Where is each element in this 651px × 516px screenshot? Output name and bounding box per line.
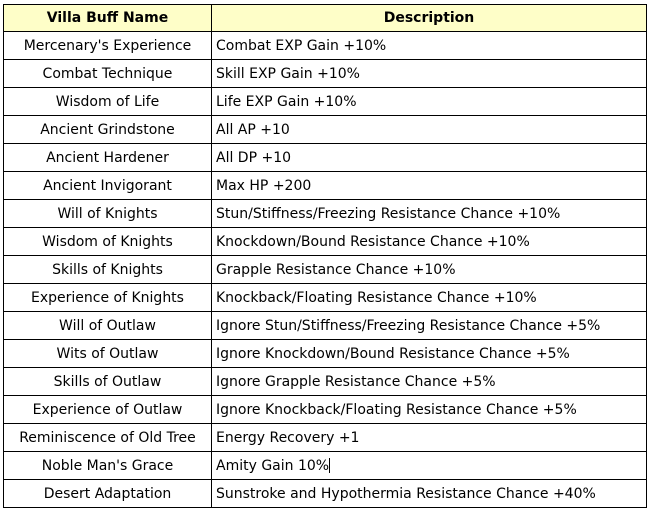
buff-description-cell[interactable]: Max HP +200 bbox=[212, 172, 647, 200]
buff-name-cell[interactable]: Wits of Outlaw bbox=[4, 340, 212, 368]
buff-description-cell[interactable]: Grapple Resistance Chance +10% bbox=[212, 256, 647, 284]
buff-description-cell[interactable]: Ignore Grapple Resistance Chance +5% bbox=[212, 368, 647, 396]
buff-description-cell[interactable]: Ignore Knockdown/Bound Resistance Chance +5% bbox=[212, 340, 647, 368]
table-row bbox=[4, 116, 647, 144]
buff-name-cell[interactable]: Experience of Outlaw bbox=[4, 396, 212, 424]
buff-description-cell[interactable]: Combat EXP Gain +10% bbox=[212, 32, 647, 60]
table-row bbox=[4, 284, 647, 312]
buff-name-cell[interactable]: Ancient Grindstone bbox=[4, 116, 212, 144]
buff-description-cell[interactable]: Knockdown/Bound Resistance Chance +10% bbox=[212, 228, 647, 256]
table-row bbox=[4, 200, 647, 228]
buff-description-cell[interactable]: Sunstroke and Hypothermia Resistance Chance +40% bbox=[212, 480, 647, 508]
buff-name-cell[interactable]: Mercenary's Experience bbox=[4, 32, 212, 60]
buff-description-cell[interactable]: Skill EXP Gain +10% bbox=[212, 60, 647, 88]
buff-description-cell[interactable]: Knockback/Floating Resistance Chance +10% bbox=[212, 284, 647, 312]
text-cursor bbox=[329, 458, 330, 473]
buff-name-cell[interactable]: Combat Technique bbox=[4, 60, 212, 88]
column-header-name: Villa Buff Name bbox=[4, 5, 212, 32]
buff-name-cell[interactable]: Reminiscence of Old Tree bbox=[4, 424, 212, 452]
table-row bbox=[4, 452, 647, 480]
table-row bbox=[4, 88, 647, 116]
table-row bbox=[4, 256, 647, 284]
buff-name-cell[interactable]: Experience of Knights bbox=[4, 284, 212, 312]
buff-description-cell[interactable]: Energy Recovery +1 bbox=[212, 424, 647, 452]
villa-buff-table bbox=[3, 4, 647, 508]
buff-name-cell[interactable]: Wisdom of Life bbox=[4, 88, 212, 116]
buff-description-cell[interactable]: Stun/Stiffness/Freezing Resistance Chance +10% bbox=[212, 200, 647, 228]
table-row bbox=[4, 396, 647, 424]
buff-name-cell[interactable]: Skills of Outlaw bbox=[4, 368, 212, 396]
column-header-description: Description bbox=[212, 5, 647, 32]
table-row bbox=[4, 340, 647, 368]
table-row bbox=[4, 172, 647, 200]
buff-description-cell[interactable]: Ignore Knockback/Floating Resistance Chance +5% bbox=[212, 396, 647, 424]
buff-description-cell[interactable]: Amity Gain 10% bbox=[212, 452, 647, 480]
header-row bbox=[4, 5, 647, 32]
buff-description-cell[interactable]: All AP +10 bbox=[212, 116, 647, 144]
buff-name-cell[interactable]: Noble Man's Grace bbox=[4, 452, 212, 480]
table-row bbox=[4, 228, 647, 256]
buff-description-cell[interactable]: All DP +10 bbox=[212, 144, 647, 172]
buff-name-cell[interactable]: Will of Knights bbox=[4, 200, 212, 228]
table-row bbox=[4, 144, 647, 172]
buff-description-cell[interactable]: Life EXP Gain +10% bbox=[212, 88, 647, 116]
table-row bbox=[4, 424, 647, 452]
buff-name-cell[interactable]: Will of Outlaw bbox=[4, 312, 212, 340]
buff-name-cell[interactable]: Wisdom of Knights bbox=[4, 228, 212, 256]
buff-name-cell[interactable]: Ancient Invigorant bbox=[4, 172, 212, 200]
buff-description-cell[interactable]: Ignore Stun/Stiffness/Freezing Resistance Chance +5% bbox=[212, 312, 647, 340]
table-row bbox=[4, 312, 647, 340]
buff-name-cell[interactable]: Desert Adaptation bbox=[4, 480, 212, 508]
table-row bbox=[4, 60, 647, 88]
table-row bbox=[4, 368, 647, 396]
table-row bbox=[4, 32, 647, 60]
buff-name-cell[interactable]: Ancient Hardener bbox=[4, 144, 212, 172]
buff-name-cell[interactable]: Skills of Knights bbox=[4, 256, 212, 284]
table-row bbox=[4, 480, 647, 508]
